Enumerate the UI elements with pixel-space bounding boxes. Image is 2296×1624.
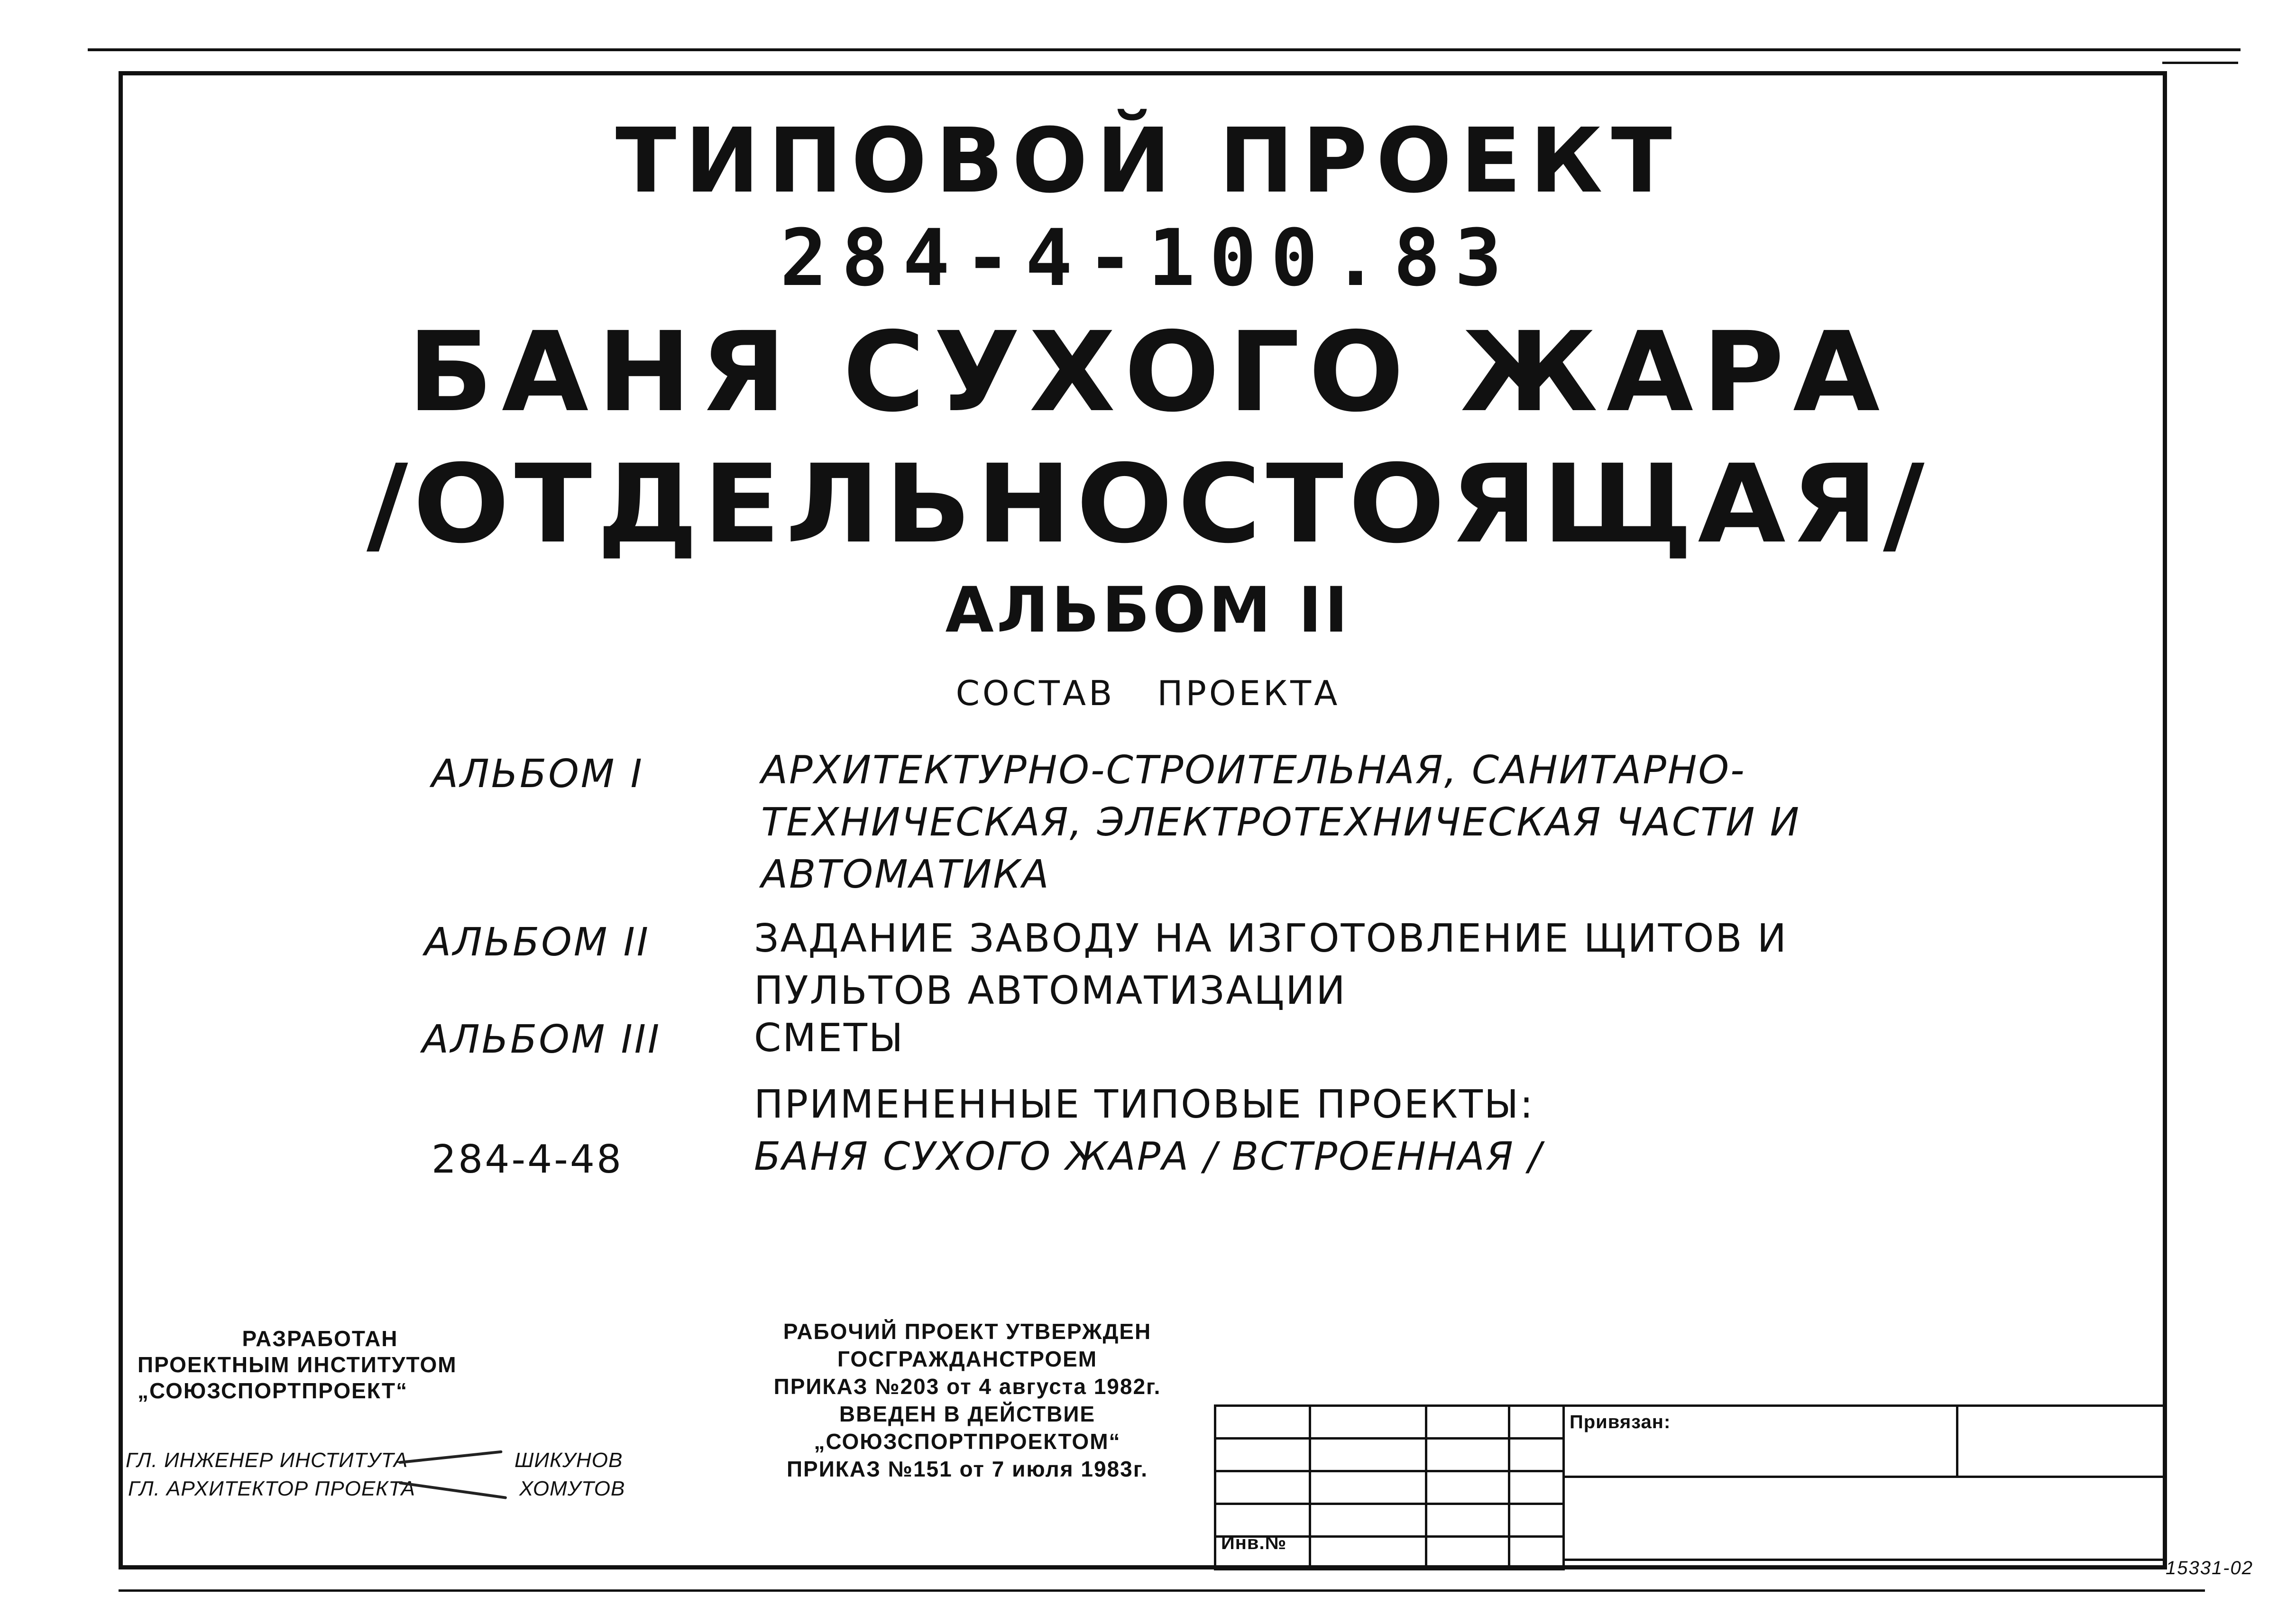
sheet-code: 15331-02: [2165, 1558, 2253, 1578]
developer-line-2: ПРОЕКТНЫМ ИНСТИТУТОМ: [138, 1352, 457, 1377]
applied-project-name: БАНЯ СУХОГО ЖАРА / ВСТРОЕННАЯ /: [754, 1134, 1543, 1179]
approval-line-1: РАБОЧИЙ ПРОЕКТ УТВЕРЖДЕН: [783, 1319, 1152, 1344]
project-subtitle: /ОТДЕЛЬНОСТОЯЩАЯ/: [367, 441, 1929, 567]
bottom-border-line: [119, 1589, 2205, 1592]
album-2-label: АЛЬБОМ II: [424, 920, 650, 965]
top-right-mark: [2162, 62, 2238, 64]
album-3-label: АЛЬБОМ III: [422, 1017, 661, 1062]
chief-engineer-name: ШИКУНОВ: [514, 1449, 623, 1472]
developer-line-3: „СОЮЗСПОРТПРОЕКТ“: [138, 1378, 408, 1403]
top-border-line: [88, 48, 2241, 51]
album-heading: АЛЬБОМ II: [945, 574, 1351, 647]
composition-heading: СОСТАВ ПРОЕКТА: [955, 673, 1341, 713]
chief-architect-role: ГЛ. АРХИТЕКТОР ПРОЕКТА: [128, 1477, 415, 1500]
approval-line-2: ГОСГРАЖДАНСТРОЕМ: [837, 1347, 1098, 1371]
applied-project-code: 284-4-48: [432, 1137, 624, 1182]
project-number: 284-4-100.83: [780, 212, 1516, 303]
binding-box: [1562, 1404, 2167, 1561]
approval-line-4: ВВЕДЕН В ДЕЙСТВИЕ: [839, 1402, 1096, 1426]
bound-to-label: Привязан:: [1570, 1412, 1671, 1432]
chief-engineer-role: ГЛ. ИНЖЕНЕР ИНСТИТУТА: [126, 1449, 408, 1472]
approval-line-6: ПРИКАЗ №151 от 7 июля 1983г.: [786, 1457, 1148, 1481]
project-name: БАНЯ СУХОГО ЖАРА: [407, 308, 1889, 436]
binding-box-divider: [1565, 1476, 2165, 1478]
inventory-number-label: Инв.№: [1221, 1532, 1287, 1553]
applied-projects-heading: ПРИМЕНЕННЫЕ ТИПОВЫЕ ПРОЕКТЫ:: [754, 1082, 1534, 1127]
approval-line-5: „СОЮЗСПОРТПРОЕКТОМ“: [814, 1429, 1121, 1454]
album-2-description: ЗАДАНИЕ ЗАВОДУ НА ИЗГОТОВЛЕНИЕ ЩИТОВ И ПУЛЬТОВ АВТОМАТИЗАЦИИ: [754, 916, 1788, 1013]
album-3-description: СМЕТЫ: [754, 1016, 905, 1061]
project-type-title: ТИПОВОЙ ПРОЕКТ: [615, 109, 1681, 213]
chief-architect-name: ХОМУТОВ: [519, 1477, 625, 1500]
approval-line-3: ПРИКАЗ №203 от 4 августа 1982г.: [773, 1374, 1161, 1399]
binding-box-column-divider: [1956, 1407, 1958, 1476]
album-1-description: АРХИТЕКТУРНО-СТРОИТЕЛЬНАЯ, САНИТАРНО- ТЕХНИЧЕСКАЯ, ЭЛЕКТРОТЕХНИЧЕСКАЯ ЧАСТИ И АВТОМАТИКА: [761, 748, 1800, 897]
developer-line-1: РАЗРАБОТАН: [242, 1326, 398, 1351]
album-1-label: АЛЬБОМ I: [432, 752, 644, 797]
